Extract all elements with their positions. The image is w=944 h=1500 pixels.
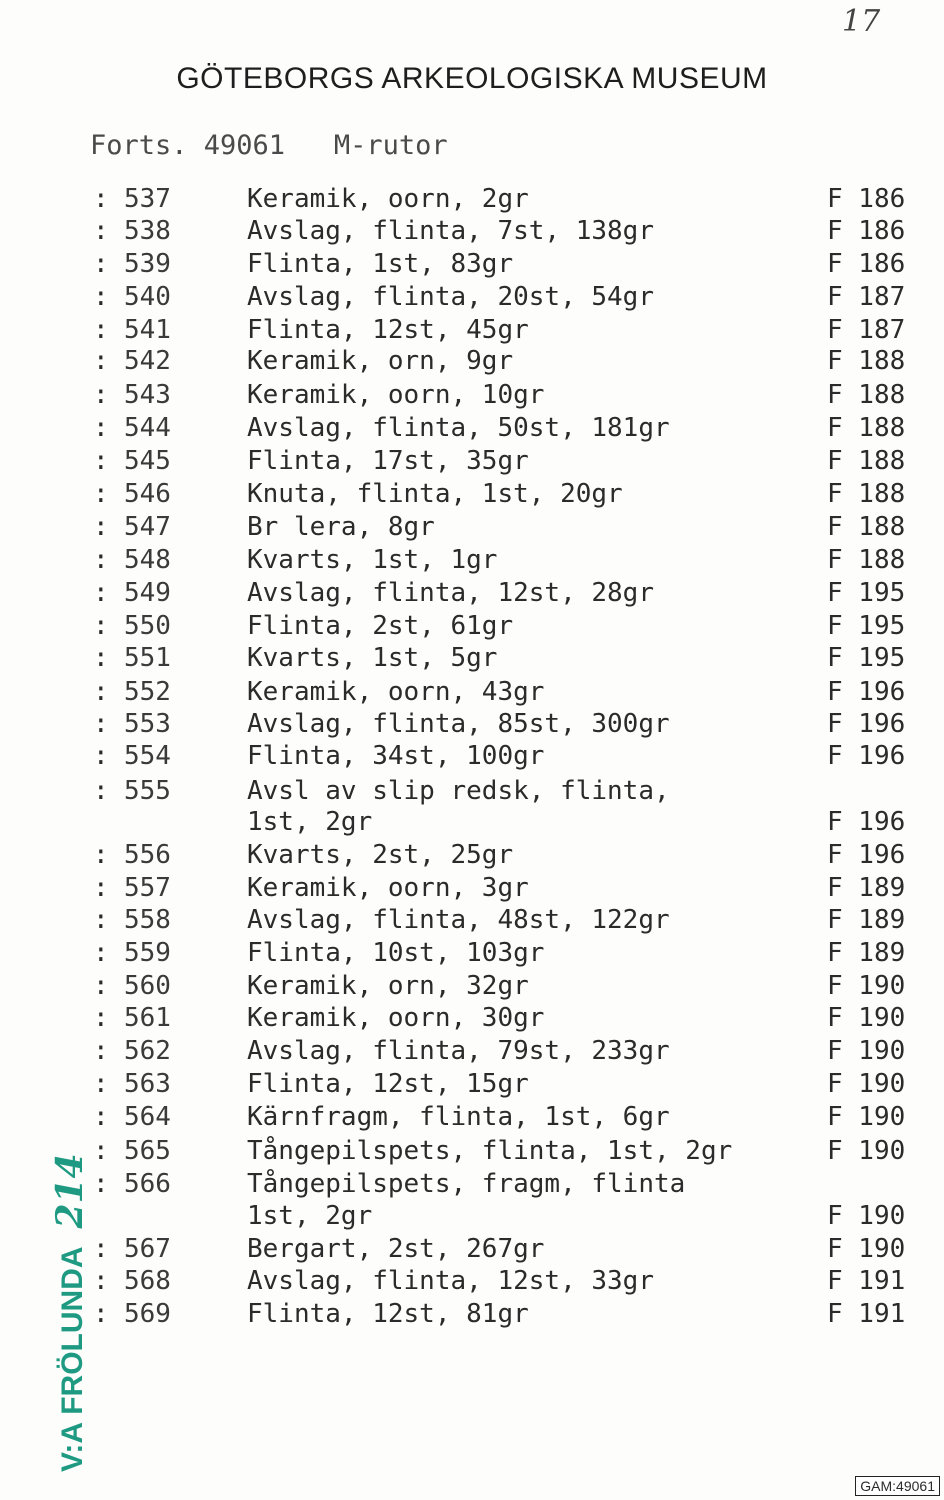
catalog-row [0, 1168, 944, 1200]
row-colon: : [93, 938, 109, 968]
item-description: Flinta, 1st, 83gr [247, 249, 514, 279]
row-colon: : [93, 741, 109, 771]
row-colon: : [93, 840, 109, 870]
row-colon: : [93, 643, 109, 673]
row-colon: : [93, 545, 109, 575]
row-colon: : [93, 413, 109, 443]
row-colon: : [93, 578, 109, 608]
find-reference: F 188 [827, 380, 906, 410]
find-reference: F 195 [827, 611, 906, 641]
catalog-row [0, 1101, 944, 1133]
item-description: Avslag, flinta, 12st, 33gr [247, 1266, 654, 1296]
row-colon: : [93, 1299, 109, 1329]
find-reference: F 187 [827, 282, 906, 312]
catalog-row [0, 1068, 944, 1100]
find-reference: F 186 [827, 216, 906, 246]
item-description: Tångepilspets, flinta, 1st, 2gr [247, 1136, 733, 1166]
find-reference: F 187 [827, 315, 906, 345]
row-colon: : [93, 873, 109, 903]
row-colon: : [93, 315, 109, 345]
catalog-row [0, 806, 944, 838]
find-reference: F 196 [827, 709, 906, 739]
item-description: Knuta, flinta, 1st, 20gr [247, 479, 623, 509]
find-reference: F 189 [827, 938, 906, 968]
row-colon: : [93, 1102, 109, 1132]
catalog-number: 558 [124, 905, 171, 935]
find-reference: F 186 [827, 184, 906, 214]
find-reference: F 189 [827, 905, 906, 935]
catalog-row [0, 281, 944, 313]
catalog-number: 548 [124, 545, 171, 575]
catalog-number: 544 [124, 413, 171, 443]
item-description: Kärnfragm, flinta, 1st, 6gr [247, 1102, 670, 1132]
catalog-number: 563 [124, 1069, 171, 1099]
catalog-row [0, 478, 944, 510]
row-colon: : [93, 1003, 109, 1033]
find-reference: F 196 [827, 677, 906, 707]
item-description: Avslag, flinta, 7st, 138gr [247, 216, 654, 246]
find-reference: F 188 [827, 346, 906, 376]
find-reference: F 188 [827, 413, 906, 443]
item-description: Avslag, flinta, 79st, 233gr [247, 1036, 670, 1066]
find-reference: F 190 [827, 1102, 906, 1132]
find-reference: F 195 [827, 643, 906, 673]
catalog-row [0, 412, 944, 444]
item-description: Keramik, oorn, 30gr [247, 1003, 545, 1033]
item-description: Flinta, 12st, 15gr [247, 1069, 529, 1099]
stamp-code: 214 [49, 1153, 91, 1229]
item-description: Keramik, orn, 32gr [247, 971, 529, 1001]
catalog-row [0, 183, 944, 215]
catalog-row [0, 839, 944, 871]
catalog-row [0, 1135, 944, 1167]
item-description: Avslag, flinta, 48st, 122gr [247, 905, 670, 935]
find-reference: F 191 [827, 1299, 906, 1329]
catalog-number: 550 [124, 611, 171, 641]
catalog-row [0, 511, 944, 543]
item-description: 1st, 2gr [247, 807, 373, 837]
catalog-row [0, 1002, 944, 1034]
catalog-number: 556 [124, 840, 171, 870]
location-stamp [49, 1153, 91, 1472]
catalog-number: 569 [124, 1299, 171, 1329]
catalog-row [0, 740, 944, 772]
catalog-number: 557 [124, 873, 171, 903]
catalog-number: 553 [124, 709, 171, 739]
catalog-row [0, 379, 944, 411]
item-description: Flinta, 12st, 45gr [247, 315, 529, 345]
catalog-row [0, 676, 944, 708]
item-description: Keramik, oorn, 2gr [247, 184, 529, 214]
find-reference: F 190 [827, 1201, 906, 1231]
catalog-row [0, 610, 944, 642]
row-colon: : [93, 446, 109, 476]
catalog-row [0, 1298, 944, 1330]
catalog-row [0, 1233, 944, 1265]
item-description: Avslag, flinta, 85st, 300gr [247, 709, 670, 739]
museum-header: GÖTEBORGS ARKEOLOGISKA MUSEUM [176, 62, 768, 95]
catalog-row [0, 708, 944, 740]
row-colon: : [93, 1234, 109, 1264]
item-description: Keramik, oorn, 3gr [247, 873, 529, 903]
catalog-number: 561 [124, 1003, 171, 1033]
row-colon: : [93, 380, 109, 410]
find-reference: F 191 [827, 1266, 906, 1296]
catalog-row [0, 642, 944, 674]
find-reference: F 190 [827, 1069, 906, 1099]
item-description: Bergart, 2st, 267gr [247, 1234, 545, 1264]
catalog-number: 551 [124, 643, 171, 673]
find-reference: F 189 [827, 873, 906, 903]
row-colon: : [93, 677, 109, 707]
catalog-number: 543 [124, 380, 171, 410]
find-reference: F 196 [827, 807, 906, 837]
item-description: Keramik, oorn, 43gr [247, 677, 545, 707]
row-colon: : [93, 776, 109, 806]
find-reference: F 190 [827, 1136, 906, 1166]
catalog-number: 538 [124, 216, 171, 246]
catalog-number: 537 [124, 184, 171, 214]
catalog-number: 564 [124, 1102, 171, 1132]
catalog-number: 540 [124, 282, 171, 312]
row-colon: : [93, 971, 109, 1001]
item-description: Br lera, 8gr [247, 512, 435, 542]
stamp-place: V:A FRÖLUNDA [56, 1246, 89, 1472]
catalog-row [0, 314, 944, 346]
find-reference: F 188 [827, 545, 906, 575]
item-description: Flinta, 2st, 61gr [247, 611, 514, 641]
item-description: Kvarts, 1st, 5gr [247, 643, 498, 673]
catalog-row [0, 577, 944, 609]
catalog-row [0, 1035, 944, 1067]
row-colon: : [93, 1136, 109, 1166]
find-reference: F 196 [827, 840, 906, 870]
row-colon: : [93, 905, 109, 935]
row-colon: : [93, 282, 109, 312]
catalog-number: 547 [124, 512, 171, 542]
catalog-number: 545 [124, 446, 171, 476]
item-description: Keramik, oorn, 10gr [247, 380, 545, 410]
catalog-number: 560 [124, 971, 171, 1001]
catalog-number: 555 [124, 776, 171, 806]
catalog-row [0, 345, 944, 377]
item-description: Avslag, flinta, 20st, 54gr [247, 282, 654, 312]
catalog-number: 567 [124, 1234, 171, 1264]
find-reference: F 190 [827, 1234, 906, 1264]
find-reference: F 188 [827, 446, 906, 476]
item-description: Avslag, flinta, 12st, 28gr [247, 578, 654, 608]
find-reference: F 190 [827, 1036, 906, 1066]
item-description: Keramik, orn, 9gr [247, 346, 514, 376]
row-colon: : [93, 709, 109, 739]
catalog-number: 565 [124, 1136, 171, 1166]
find-reference: F 195 [827, 578, 906, 608]
row-colon: : [93, 249, 109, 279]
row-colon: : [93, 346, 109, 376]
find-reference: F 190 [827, 971, 906, 1001]
row-colon: : [93, 216, 109, 246]
row-colon: : [93, 1069, 109, 1099]
find-reference: F 190 [827, 1003, 906, 1033]
item-description: Flinta, 10st, 103gr [247, 938, 545, 968]
row-colon: : [93, 512, 109, 542]
item-description: Kvarts, 1st, 1gr [247, 545, 498, 575]
catalog-row [0, 872, 944, 904]
item-description: 1st, 2gr [247, 1201, 373, 1231]
catalog-number: 552 [124, 677, 171, 707]
find-reference: F 196 [827, 741, 906, 771]
item-description: Flinta, 34st, 100gr [247, 741, 545, 771]
catalog-row [0, 544, 944, 576]
catalog-number: 542 [124, 346, 171, 376]
item-description: Tångepilspets, fragm, flinta [247, 1169, 686, 1199]
catalog-row [0, 904, 944, 936]
row-colon: : [93, 611, 109, 641]
row-colon: : [93, 479, 109, 509]
catalog-number: 554 [124, 741, 171, 771]
catalog-row [0, 248, 944, 280]
catalog-row [0, 937, 944, 969]
catalog-row [0, 970, 944, 1002]
catalog-id-label: GAM:49061 [855, 1476, 940, 1496]
catalog-row [0, 1200, 944, 1232]
find-reference: F 186 [827, 249, 906, 279]
catalog-number: 541 [124, 315, 171, 345]
subheader: Forts. 49061 M-rutor [90, 130, 448, 161]
catalog-number: 568 [124, 1266, 171, 1296]
find-reference: F 188 [827, 479, 906, 509]
row-colon: : [93, 184, 109, 214]
catalog-row [0, 215, 944, 247]
catalog-number: 559 [124, 938, 171, 968]
catalog-number: 566 [124, 1169, 171, 1199]
catalog-row [0, 1265, 944, 1297]
find-reference: F 188 [827, 512, 906, 542]
item-description: Flinta, 17st, 35gr [247, 446, 529, 476]
item-description: Flinta, 12st, 81gr [247, 1299, 529, 1329]
row-colon: : [93, 1266, 109, 1296]
catalog-number: 549 [124, 578, 171, 608]
item-description: Avsl av slip redsk, flinta, [247, 776, 670, 806]
row-colon: : [93, 1036, 109, 1066]
catalog-number: 539 [124, 249, 171, 279]
catalog-number: 562 [124, 1036, 171, 1066]
catalog-row [0, 445, 944, 477]
row-colon: : [93, 1169, 109, 1199]
catalog-number: 546 [124, 479, 171, 509]
page-number: 17 [842, 4, 881, 39]
item-description: Kvarts, 2st, 25gr [247, 840, 514, 870]
catalog-row [0, 775, 944, 807]
item-description: Avslag, flinta, 50st, 181gr [247, 413, 670, 443]
